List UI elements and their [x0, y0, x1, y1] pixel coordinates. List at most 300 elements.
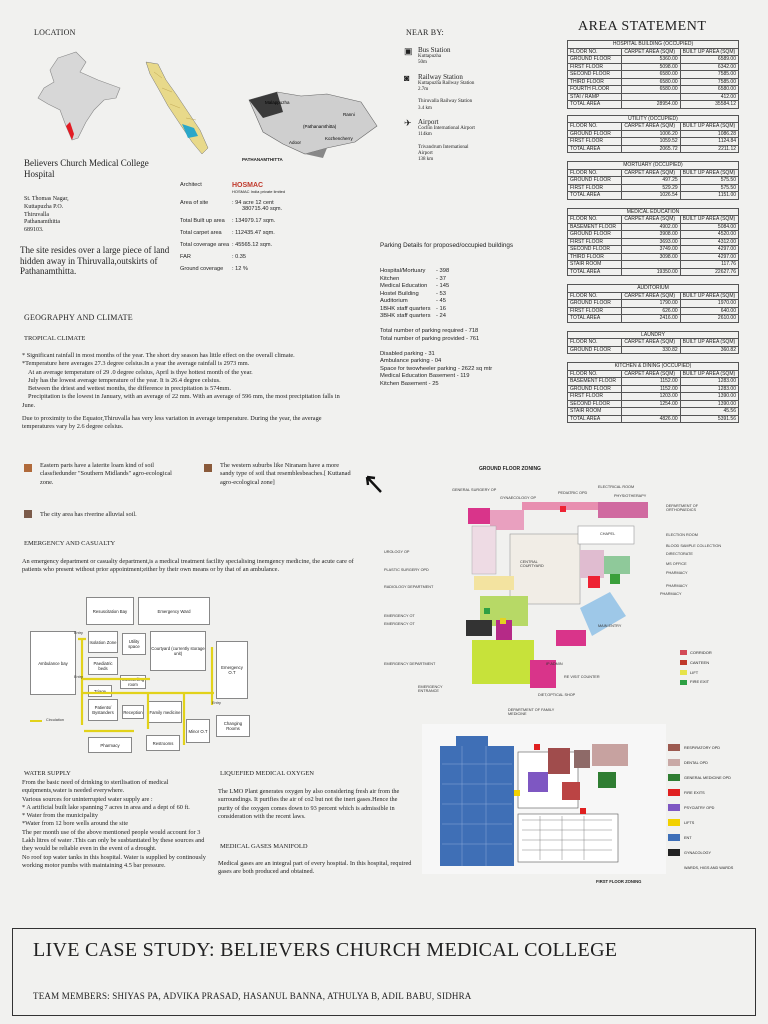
- area-table-row: [568, 145, 739, 153]
- area-table-cell: GROUND FLOOR: [568, 130, 622, 138]
- area-table-cell: 497.25: [622, 177, 680, 185]
- area-table-row: [568, 231, 739, 239]
- area-table-cell: 1203.00: [622, 393, 680, 401]
- area-table-cell: 117.76: [680, 261, 738, 269]
- parking-value: - 145: [436, 283, 450, 290]
- area-table-cell: GROUND FLOOR: [568, 177, 622, 185]
- area-table-cell: [622, 408, 680, 416]
- area-table-row: [568, 292, 739, 300]
- area-table-caption: MEDICAL EDUCATION: [568, 208, 739, 216]
- gf-label: DIRECTORATE: [666, 552, 693, 556]
- water-line: *Water from 12 bore wells around the site: [22, 820, 128, 828]
- parking-value: - 16: [436, 305, 446, 312]
- area-table: [567, 284, 745, 323]
- fact-value-sub: 380715.40 sqm.: [242, 206, 283, 212]
- area-table-row: [568, 216, 739, 224]
- area-table-cell: 4312.00: [680, 238, 738, 246]
- address-line: 689103.: [24, 227, 44, 234]
- area-table-cell: 3908.00: [622, 231, 680, 239]
- emergency-plan: [26, 595, 256, 765]
- near-by-title: Airport: [418, 117, 439, 126]
- room-paediatric: Paediatric beds: [88, 657, 118, 675]
- kerala-map: [142, 58, 234, 160]
- near-by-line: 50m: [418, 60, 427, 66]
- hospital-name: Believers Church Medical College Hospital: [24, 158, 149, 180]
- area-table-cell: FLOOR NO.: [568, 216, 622, 224]
- parking-label: Kitchen: [380, 275, 400, 282]
- fact-value: [232, 266, 248, 272]
- area-table-cell: BUILT UP AREA (SQM): [680, 292, 738, 300]
- geo-paragraph: Precipitation is the lowest in January, with an average of 22 mm. With an average of 596 mm, the most precipitation falls in June.: [22, 393, 340, 409]
- gf-label: EMERGENCY OT: [384, 614, 415, 618]
- area-table-cell: 5391.56: [680, 415, 738, 423]
- legend-item: [668, 785, 750, 800]
- emergency-heading: EMERGENCY AND CASUALTY: [24, 540, 116, 547]
- area-table-cell: 2610.00: [680, 315, 738, 323]
- area-table-caption: UTILITY (OCCUPIED): [568, 115, 739, 123]
- room-triage: Triage: [88, 685, 112, 697]
- near-by-title: Railway Station: [418, 72, 463, 81]
- gf-label: EMERGENCY DEPARTMENT: [384, 662, 436, 666]
- gf-label: RADIOLOGY DEPARTMENT: [384, 585, 434, 589]
- legend-item: [680, 648, 715, 658]
- fact-value-main: : 45565.12 sqm.: [232, 242, 273, 248]
- parking-other: Kitchen Basement - 25: [380, 380, 439, 387]
- area-table-grid: [567, 208, 739, 277]
- parking-row: [380, 268, 515, 276]
- gf-label: PHYSIOTHERAPY: [614, 494, 647, 498]
- area-table-cell: CARPET AREA (SQM): [622, 169, 680, 177]
- gf-label: DEPARTMENT OF FAMILY MEDICINE: [508, 708, 555, 716]
- legend-item: [680, 677, 715, 687]
- geo-heading: GEOGRAPHY AND CLIMATE: [24, 313, 133, 322]
- parking-value: - 24: [436, 313, 446, 320]
- area-table-cell: 1152.00: [622, 378, 680, 386]
- area-table-cell: 45.56: [680, 408, 738, 416]
- near-by-heading: NEAR BY:: [406, 28, 444, 37]
- area-table-row: [568, 130, 739, 138]
- area-table-cell: GROUND FLOOR: [568, 300, 622, 308]
- gf-label: DIET,OPTICAL SHOP: [538, 693, 576, 697]
- area-table-cell: 3098.00: [622, 253, 680, 261]
- map-label-adoor: Adoor: [289, 140, 302, 145]
- area-table-cell: 4520.00: [680, 231, 738, 239]
- oxygen-paragraph: The LMO Plant generates oxygen by also considering fresh air from the surroundings. It purifies the air of co2 but not the inert gases.Hence the purity of the oxygen comes down to 93 percent which is admissible in consideration with the recent laws.: [218, 788, 400, 820]
- legend-label: GYNACOLOGY: [684, 850, 712, 855]
- parking-value: - 37: [436, 275, 446, 282]
- area-table-row: [568, 138, 739, 146]
- area-table-cell: FIRST FLOOR: [568, 238, 622, 246]
- area-table-cell: BUILT UP AREA (SQM): [680, 339, 738, 347]
- area-table-row: [568, 315, 739, 323]
- area-table-row: [568, 63, 739, 71]
- fact-value-main: : 94 acre 12 cent: [232, 200, 274, 206]
- train-icon: ◙: [404, 72, 410, 83]
- area-table-grid: [567, 331, 739, 355]
- legend-swatch: [668, 834, 680, 841]
- legend-swatch: [668, 774, 680, 781]
- area-table-row: [568, 123, 739, 131]
- area-table-cell: 19350.00: [622, 268, 680, 276]
- area-table-cell: BUILT UP AREA (SQM): [680, 370, 738, 378]
- near-by-text: [418, 73, 474, 112]
- address-line: Kuttapuzha P.O.: [24, 203, 64, 210]
- area-table-cell: SECOND FLOOR: [568, 246, 622, 254]
- area-table-cell: 2416.00: [622, 315, 680, 323]
- area-table-cell: 5084.00: [680, 223, 738, 231]
- area-table-cell: 2065.72: [622, 145, 680, 153]
- parking-row: [380, 276, 515, 284]
- legend-item: [668, 815, 750, 830]
- fact-value-main: : 134979.17 sqm.: [232, 218, 276, 224]
- gf-label: PHARMACY: [666, 571, 688, 575]
- area-table-row: [568, 370, 739, 378]
- gf-label: DEPARTMENT OF ORTHOPAEDICS: [666, 504, 699, 512]
- area-table-cell: SECOND FLOOR: [568, 400, 622, 408]
- room-minor-ot: Minor O.T: [186, 719, 210, 743]
- legend-item: [668, 845, 750, 860]
- area-table-cell: STAIR ROOM: [568, 408, 622, 416]
- location-heading: LOCATION: [34, 28, 76, 37]
- area-table-cell: 5360.00: [622, 56, 680, 64]
- case-study-title: LIVE CASE STUDY: BELIEVERS CHURCH MEDICAL COLLEGE: [33, 939, 618, 961]
- area-table-row: [568, 307, 739, 315]
- area-table-cell: GROUND FLOOR: [568, 346, 622, 354]
- area-table-cell: 3693.00: [622, 238, 680, 246]
- area-table-cell: CARPET AREA (SQM): [622, 123, 680, 131]
- area-table-cell: BUILT UP AREA (SQM): [680, 216, 738, 224]
- legend-item: [668, 755, 750, 770]
- legend-item: [668, 770, 750, 785]
- area-table-cell: FIRST FLOOR: [568, 393, 622, 401]
- area-table: [567, 40, 745, 109]
- near-by-item: [404, 118, 514, 164]
- legend-label: DENTAL OPD: [684, 760, 708, 765]
- gf-label: PHARMACY: [660, 592, 682, 596]
- parking-total: Total number of parking required - 718: [380, 328, 479, 335]
- area-table-cell: 6580.00: [622, 78, 680, 86]
- area-table-row: [568, 253, 739, 261]
- circulation-path: [26, 595, 256, 765]
- fact-row: [180, 230, 360, 236]
- legend-label: FIRE EXIT: [690, 679, 710, 685]
- area-table-grid: [567, 40, 739, 109]
- parking-label: Auditorium: [380, 298, 408, 305]
- area-table-cell: GROUND FLOOR: [568, 231, 622, 239]
- entry-label: Entry: [74, 675, 83, 679]
- area-table-cell: 1059.52: [622, 138, 680, 146]
- room-patients: Patients/ Bystanders: [88, 699, 118, 721]
- area-table-cell: FIRST FLOOR: [568, 63, 622, 71]
- legend-label: WARDS, HIGS AND WARDS: [684, 865, 734, 870]
- area-table-cell: 1006.20: [622, 130, 680, 138]
- room-resuscitation: Resuscitation Bay: [86, 597, 134, 625]
- area-table-grid: [567, 284, 739, 323]
- legend-label: GENERAL MEDICINE OPD: [684, 775, 731, 780]
- area-table-cell: 6580.00: [622, 71, 680, 79]
- sandy-swatch: [204, 464, 212, 472]
- circulation-label: Circulation: [46, 718, 64, 722]
- area-table-cell: 4826.00: [622, 415, 680, 423]
- parking-other: Medical Education Basement - 119: [380, 373, 470, 380]
- legend-swatch: [668, 759, 680, 766]
- area-table-cell: 6342.00: [680, 63, 738, 71]
- area-table-cell: 6589.00: [680, 56, 738, 64]
- area-table-cell: 1026.54: [622, 192, 680, 200]
- gf-label: CHAPEL: [600, 532, 616, 536]
- geo-subheading: TROPICAL CLIMATE: [24, 335, 86, 342]
- area-table-grid: [567, 362, 739, 423]
- legend-swatch: [668, 864, 680, 871]
- first-floor-title: FIRST FLOOR ZONING: [596, 879, 642, 884]
- area-table-cell: 1390.00: [680, 400, 738, 408]
- site-description: The site resides over a large piece of land hidden away in Thiruvalla,outskirts of Pathanamthitta.: [20, 245, 170, 277]
- parking-value: - 53: [436, 290, 446, 297]
- area-table: [567, 362, 745, 423]
- area-table-cell: CARPET AREA (SQM): [622, 48, 680, 56]
- legend-label: LIFTS: [684, 820, 695, 825]
- water-line: No roof top water tanks in this hospital. Water is supplied by continously working motor pumbs with maintaining 4.5 bar pressure.: [22, 853, 206, 869]
- near-by-line: Kuttapuzha Railway Station: [418, 80, 475, 86]
- address: [24, 196, 144, 235]
- area-table-cell: [622, 93, 680, 101]
- area-table-cell: CARPET AREA (SQM): [622, 216, 680, 224]
- oxygen-heading: LIQUEFIED MEDICAL OXYGEN: [220, 770, 314, 777]
- area-table-cell: TOTAL AREA: [568, 415, 622, 423]
- area-table-cell: FLOOR NO.: [568, 292, 622, 300]
- gf-label: PEDIATRIC OPD: [558, 491, 588, 495]
- legend-label: CANTEEN: [690, 659, 710, 665]
- area-table-row: [568, 169, 739, 177]
- map-label-kozhencherry: Kozhencherry: [325, 136, 353, 141]
- pathanamthitta-map: [243, 82, 383, 164]
- gf-label: RE VISIT COUNTER: [564, 675, 600, 679]
- geo-paragraphs: [22, 352, 354, 432]
- gf-label: ELECTION ROOM: [666, 533, 698, 537]
- gf-label: GYNAECOLOGY OP: [500, 496, 537, 500]
- room-isolation: Isolation Zone: [88, 631, 118, 653]
- area-table-row: [568, 86, 739, 94]
- team-members: TEAM MEMBERS: SHIYAS PA, ADVIKA PRASAD, HASANUL BANNA, ATHULYA B, ADIL BABU, SIDHRA: [33, 991, 472, 1001]
- area-table-cell: SECOND FLOOR: [568, 71, 622, 79]
- area-table: [567, 331, 745, 355]
- area-table-cell: 28954.00: [622, 101, 680, 109]
- area-table-cell: 1390.00: [680, 393, 738, 401]
- water-line: * Water from the municipality: [22, 812, 98, 820]
- room-utility: Utility space: [122, 633, 146, 655]
- fact-value: [232, 242, 272, 248]
- near-by-item: [404, 46, 514, 67]
- fact-value: [232, 200, 282, 212]
- area-table-cell: BASEMENT FLOOR: [568, 223, 622, 231]
- near-by-line: Trivandrum International: [418, 144, 469, 150]
- parking-label: 1BHK staff quarters: [380, 305, 431, 312]
- ground-floor-legend: [680, 648, 715, 687]
- address-line: Thiruvalla: [24, 211, 49, 218]
- near-by-line: 3.4 km: [418, 105, 432, 111]
- fact-key: Ground coverage: [180, 266, 224, 272]
- area-table-cell: 6580.00: [622, 86, 680, 94]
- geo-paragraph: At an average temperature of 29 .0 degree celsius, April is thye hottest month of the year.: [28, 368, 253, 376]
- fact-row: [180, 266, 360, 272]
- first-floor-plan: [422, 724, 666, 874]
- area-table: [567, 208, 745, 277]
- gf-label: MS OFFICE: [666, 562, 687, 566]
- legend-label: PSYCIATRY OPD: [684, 805, 715, 810]
- area-table-row: [568, 101, 739, 109]
- area-table-row: [568, 48, 739, 56]
- gf-label: CENTRAL COURTYARD: [520, 560, 544, 568]
- fact-value: [232, 182, 285, 194]
- gf-label: MAIN ENTRY: [598, 624, 622, 628]
- area-table-cell: TOTAL AREA: [568, 315, 622, 323]
- fact-key: Total carpet area: [180, 230, 222, 236]
- parking-row: [380, 283, 515, 291]
- area-table-cell: TOTAL AREA: [568, 192, 622, 200]
- area-table-row: [568, 184, 739, 192]
- room-courtyard: Courtyard (currently storage unit): [150, 631, 206, 671]
- area-table-cell: TOTAL AREA: [568, 145, 622, 153]
- area-table-cell: 22627.76: [680, 268, 738, 276]
- area-table-cell: THIRD FLOOR: [568, 253, 622, 261]
- parking-other: Ambulance parking - 04: [380, 358, 442, 365]
- geo-paragraph: Due to proximity to the Equator,Thiruvalla has very less variation in average temperature. During the year, the average temperatures vary by 2.6 degree celsius.: [22, 415, 322, 431]
- area-table-cell: 4902.00: [622, 223, 680, 231]
- area-table-cell: 7585.00: [680, 78, 738, 86]
- near-by-line: 2.7m: [418, 86, 429, 92]
- near-by-line: 138 km: [418, 157, 434, 162]
- soil-east: Eastern parts have a laterite loam kind of soil classfiedunder "Southern Midlands" agro-ecological zone.: [40, 462, 172, 486]
- gf-label: UROLOGY OP: [384, 550, 410, 554]
- near-by-line: Cochin International Airport: [418, 125, 475, 131]
- near-by-line: 114km: [418, 132, 432, 137]
- water-heading: WATER SUPPLY: [24, 770, 71, 777]
- area-table-caption: KITCHEN & DINING (OCCUPIED): [568, 363, 739, 371]
- entry-label: Entry: [74, 631, 83, 635]
- legend-label: LIFT: [690, 669, 699, 675]
- room-restrooms: Restrooms: [146, 735, 180, 751]
- room-family-medicine: Family medicine: [148, 701, 182, 723]
- area-table-cell: GROUND FLOOR: [568, 56, 622, 64]
- fact-value-sub: HOSMAC India private limited: [232, 189, 286, 194]
- area-table-cell: STAIR ROOM: [568, 261, 622, 269]
- fact-value-main: : 0.35: [232, 254, 246, 260]
- ground-floor-plan: [460, 490, 660, 700]
- near-by-list: [404, 46, 514, 169]
- area-table-row: [568, 346, 739, 354]
- legend-swatch: [680, 680, 687, 685]
- fact-value-main: HOSMAC: [232, 182, 264, 189]
- parking-other: Disabled parking - 31: [380, 350, 435, 357]
- area-table-cell: FIRST FLOOR: [568, 138, 622, 146]
- footer-box: [12, 928, 756, 1016]
- area-table-row: [568, 177, 739, 185]
- legend-swatch: [668, 804, 680, 811]
- area-table-cell: CARPET AREA (SQM): [622, 370, 680, 378]
- map-label-pathanamthitta: (Pathanamthitta): [303, 124, 337, 129]
- area-table-row: [568, 415, 739, 423]
- area-table-cell: FLOOR NO.: [568, 370, 622, 378]
- legend-item: [680, 658, 715, 668]
- emergency-paragraph: An emergency department or casualty department,is a medical treatment facility specialising inemgency medicine, the acute care of patients who present without prior appointment;either by their own means or by that of an ambulance.: [22, 558, 354, 574]
- gases-paragraph: Medical gases are an integral part of every hospital. In this hospital, required gases are both produced and obtained.: [218, 860, 412, 876]
- area-table-row: [568, 223, 739, 231]
- water-line: Various sources for uninterrupted water supply are :: [22, 795, 153, 803]
- area-table-cell: FLOOR NO.: [568, 169, 622, 177]
- fact-value-main: : 12 %: [232, 266, 248, 272]
- fact-value: [232, 218, 275, 224]
- room-changing: Changing Rooms: [216, 715, 250, 737]
- area-table-row: [568, 408, 739, 416]
- fact-row: [180, 254, 360, 260]
- legend-item: [668, 830, 750, 845]
- area-table-cell: 1254.00: [622, 400, 680, 408]
- parking-value: - 45: [436, 298, 446, 305]
- area-table-cell: 640.00: [680, 307, 738, 315]
- area-table-row: [568, 56, 739, 64]
- area-table-cell: 1283.00: [680, 385, 738, 393]
- near-by-text: [418, 46, 450, 67]
- gf-label: PHARMACY: [666, 584, 688, 588]
- legend-label: FIRE EXITS: [684, 790, 705, 795]
- legend-swatch: [668, 849, 680, 856]
- parking-total: Total number of parking provided - 761: [380, 335, 480, 342]
- parking-row: [380, 291, 515, 299]
- fact-key: Total coverage area: [180, 242, 230, 248]
- legend-swatch: [668, 819, 680, 826]
- parking-row: [380, 298, 515, 306]
- area-table-cell: FLOOR NO.: [568, 48, 622, 56]
- first-floor-legend: [668, 740, 750, 875]
- area-table-caption: HOSPITAL BUILDING (OCCUPIED): [568, 41, 739, 49]
- area-table-cell: 35584.12: [680, 101, 738, 109]
- area-table-cell: 3749.00: [622, 246, 680, 254]
- area-table-grid: [567, 161, 739, 200]
- legend-item: [668, 740, 750, 755]
- area-table-row: [568, 192, 739, 200]
- area-table-row: [568, 78, 739, 86]
- legend-item: [668, 800, 750, 815]
- area-table-cell: FIRST FLOOR: [568, 184, 622, 192]
- area-statement-heading: AREA STATEMENT: [578, 19, 707, 34]
- area-table-row: [568, 300, 739, 308]
- room-ambulance-bay: Ambulance bay: [30, 631, 76, 695]
- fact-key: FAR: [180, 254, 191, 260]
- area-table-row: [568, 378, 739, 386]
- area-table-cell: TOTAL AREA: [568, 101, 622, 109]
- plane-icon: ✈: [404, 117, 412, 128]
- legend-item: [680, 667, 715, 677]
- parking-other: Space for twowheeler parking - 2622 sq mtr: [380, 365, 493, 372]
- area-table-cell: 330.82: [622, 346, 680, 354]
- laterite-swatch: [24, 464, 32, 472]
- area-table: [567, 115, 745, 154]
- area-table-cell: FLOOR NO.: [568, 339, 622, 347]
- area-table-row: [568, 400, 739, 408]
- parking-label: 3BHK staff quarters: [380, 313, 431, 320]
- water-line: From the basic need of drinking to sterilisation of medical equipments,water is needed everywhere.: [22, 779, 169, 795]
- north-arrow-icon: [364, 474, 386, 498]
- area-table-cell: 6580.00: [680, 86, 738, 94]
- room-emergency-ot: Emergency O.T: [216, 641, 248, 699]
- legend-swatch: [680, 670, 687, 675]
- parking-label: Hostel Building: [380, 290, 419, 297]
- fact-value: [232, 230, 275, 236]
- gf-label: EMERGENCY ENTRANCE: [418, 685, 443, 693]
- area-table-row: [568, 93, 739, 101]
- parking-row: [380, 306, 515, 314]
- near-by-title: Bus Station: [418, 46, 451, 54]
